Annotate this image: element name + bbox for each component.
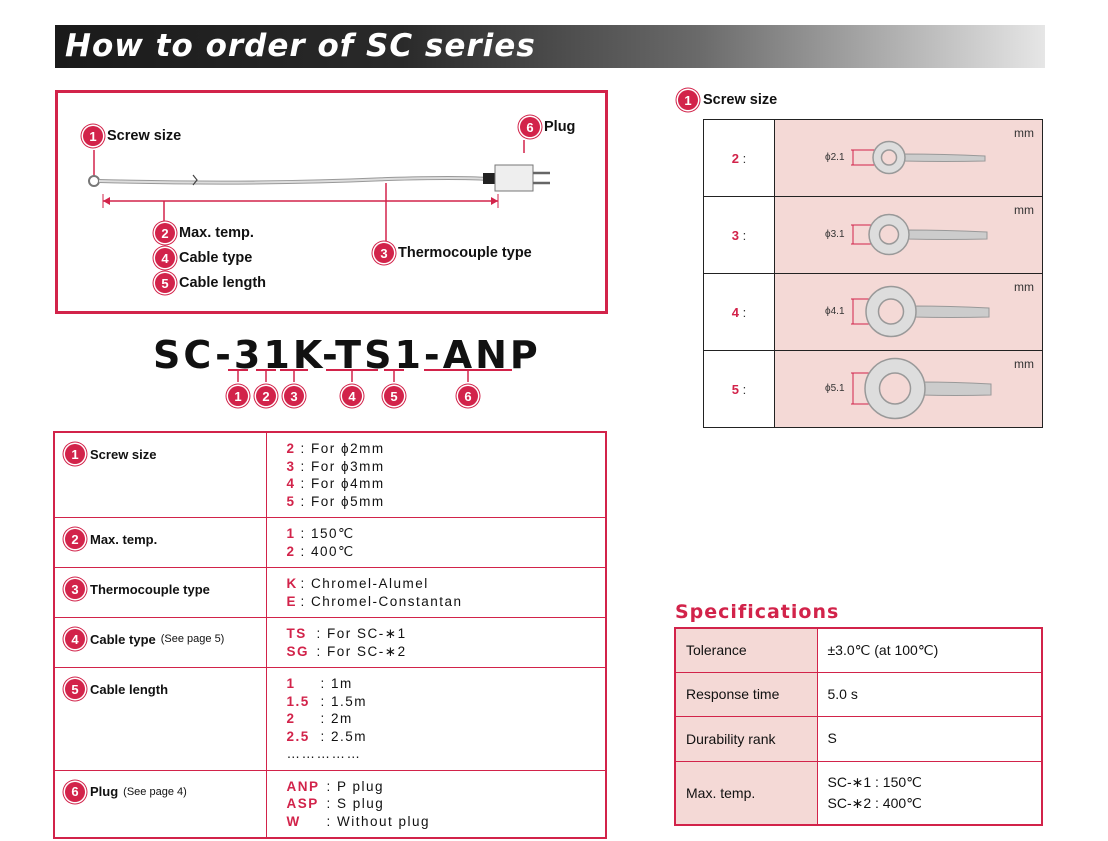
page-title: How to order of SC series: [65, 28, 536, 64]
table-row: [675, 628, 1042, 672]
row-options: [266, 518, 606, 568]
row-label: Plug: [90, 784, 119, 799]
label-text: Screw size: [107, 128, 182, 144]
spec-value: 5.0 s: [817, 672, 1042, 716]
unit-label: mm: [1014, 357, 1034, 371]
row-note: (See page 4): [123, 785, 187, 798]
option: TS : For SC-∗1: [286, 626, 407, 641]
ring-terminal-icon: [775, 274, 1043, 350]
screw-size-heading: [678, 90, 777, 110]
option: SG : For SC-∗2: [286, 643, 407, 659]
number-icon: 2: [65, 529, 85, 549]
table-row: [704, 197, 1043, 274]
table-row: [675, 672, 1042, 716]
spec-value: ±3.0℃ (at 100℃): [817, 628, 1042, 672]
row-note: (See page 5): [160, 633, 225, 645]
row-label: Cable length: [90, 681, 169, 697]
option: 2.5 : 2.5m: [286, 728, 368, 744]
label-text: Cable type: [179, 250, 253, 266]
spec-key: Response time: [675, 672, 817, 716]
code-part-4: TS: [335, 333, 395, 377]
terminal-image-cell: [775, 120, 1043, 197]
row-key: [54, 618, 266, 668]
number-icon: 6: [65, 782, 85, 802]
diameter-label: ϕ2.1: [825, 152, 845, 163]
title-bar: [55, 25, 1045, 68]
table-row: [54, 432, 606, 518]
code-number-4: 4: [342, 386, 362, 406]
number-icon: 3: [374, 243, 394, 263]
row-label: Max. temp.: [90, 531, 158, 547]
row-options: [266, 432, 606, 518]
table-row: [704, 351, 1043, 428]
option: E : Chromel-Constantan: [286, 593, 463, 609]
number-icon: 1: [83, 126, 103, 146]
label-text: Plug: [544, 119, 576, 135]
row-options: [266, 770, 606, 838]
spec-key: Tolerance: [675, 628, 817, 672]
number-icon: 5: [155, 273, 175, 293]
diameter-label: ϕ4.1: [825, 306, 845, 317]
diagram-label-cable-type: [155, 248, 252, 268]
spec-value-line: SC-∗1 : 150℃: [827, 773, 922, 790]
code-dash: -: [423, 333, 443, 377]
table-row: [675, 716, 1042, 761]
number-icon: 6: [520, 117, 540, 137]
diagram-label-cable-length: [155, 273, 266, 293]
option: ……………: [286, 746, 362, 761]
option: 1 : 1m: [286, 676, 353, 691]
code-part-5: 1: [394, 333, 424, 377]
spec-value-line: SC-∗2 : 400℃: [827, 794, 922, 811]
label-text: Max. temp.: [179, 225, 254, 241]
table-row: [704, 274, 1043, 351]
option: 2 : 2m: [286, 711, 353, 726]
diagram-label-thermocouple-type: [374, 243, 532, 263]
ring-terminal-icon: [775, 197, 1043, 273]
table-row: [54, 618, 606, 668]
code-number-5: 5: [384, 386, 404, 406]
diameter-label: ϕ3.1: [825, 229, 845, 240]
size-cell: 5 :: [704, 351, 775, 428]
table-row: [54, 518, 606, 568]
diagram-label-plug: [520, 117, 575, 137]
diameter-label: ϕ5.1: [825, 383, 845, 394]
option: 1.5 : 1.5m: [286, 693, 368, 709]
code-number-3: 3: [284, 386, 304, 406]
number-icon: 1: [678, 90, 698, 110]
spec-value: S: [817, 716, 1042, 761]
code-dash: -: [321, 333, 336, 377]
size-cell: 2 :: [704, 120, 775, 197]
option: 5 : For ϕ5mm: [286, 493, 385, 509]
table-row: [704, 120, 1043, 197]
code-part-1: 3: [233, 333, 264, 377]
size-cell: 4 :: [704, 274, 775, 351]
option: 1 : 150℃: [286, 526, 355, 541]
row-options: [266, 568, 606, 618]
option: ASP : S plug: [286, 796, 385, 811]
option: K : Chromel-Alumel: [286, 576, 429, 591]
spec-value: [817, 761, 1042, 825]
spec-key: Max. temp.: [675, 761, 817, 825]
code-part-2: 1: [263, 333, 293, 377]
number-icon: 3: [65, 579, 85, 599]
row-key: [54, 770, 266, 838]
row-label: Cable type: [90, 631, 156, 647]
option: 2 : For ϕ2mm: [286, 441, 385, 456]
heading-text: Screw size: [703, 92, 778, 108]
row-label: Screw size: [90, 446, 157, 462]
row-options: [266, 668, 606, 771]
table-row: [54, 770, 606, 838]
number-icon: 1: [65, 444, 85, 464]
unit-label: mm: [1014, 126, 1034, 140]
size-cell: 3 :: [704, 197, 775, 274]
table-row: [54, 568, 606, 618]
row-key: [54, 432, 266, 518]
code-number-6: 6: [458, 386, 478, 406]
terminal-image-cell: [775, 351, 1043, 428]
unit-label: mm: [1014, 203, 1034, 217]
spec-key: Durability rank: [675, 716, 817, 761]
table-row: [675, 761, 1042, 825]
sensor-diagram: [55, 90, 608, 314]
number-icon: 4: [155, 248, 175, 268]
terminal-image-cell: [775, 197, 1043, 274]
row-label: Thermocouple type: [90, 581, 210, 597]
specifications-heading: Specifications: [675, 601, 840, 623]
option: ANP : P plug: [286, 778, 385, 794]
code-number-2: 2: [256, 386, 276, 406]
number-icon: 5: [65, 679, 85, 699]
code-number-1: 1: [228, 386, 248, 406]
code-underlines: [222, 368, 522, 388]
label-text: Thermocouple type: [398, 245, 532, 261]
number-icon: 4: [65, 629, 85, 649]
table-row: [54, 668, 606, 771]
option: 2 : 400℃: [286, 543, 355, 559]
code-part-3: K: [292, 333, 322, 377]
label-text: Cable length: [179, 275, 267, 291]
unit-label: mm: [1014, 280, 1034, 294]
code-part-6: ANP: [442, 333, 541, 377]
ring-terminal-icon: [775, 351, 1043, 427]
code-prefix: SC-: [153, 333, 234, 377]
diagram-label-screw-size: [83, 126, 181, 146]
screw-size-table: [703, 119, 1043, 428]
option: W : Without plug: [286, 813, 431, 829]
terminal-image-cell: [775, 274, 1043, 351]
order-table: [53, 431, 607, 839]
diagram-label-max-temp: [155, 223, 254, 243]
specifications-table: [674, 627, 1043, 826]
row-options: [266, 618, 606, 668]
number-icon: 2: [155, 223, 175, 243]
ring-terminal-icon: [775, 120, 1043, 196]
row-key: [54, 518, 266, 568]
option: 3 : For ϕ3mm: [286, 458, 385, 474]
row-key: [54, 568, 266, 618]
option: 4 : For ϕ4mm: [286, 476, 385, 491]
row-key: [54, 668, 266, 771]
